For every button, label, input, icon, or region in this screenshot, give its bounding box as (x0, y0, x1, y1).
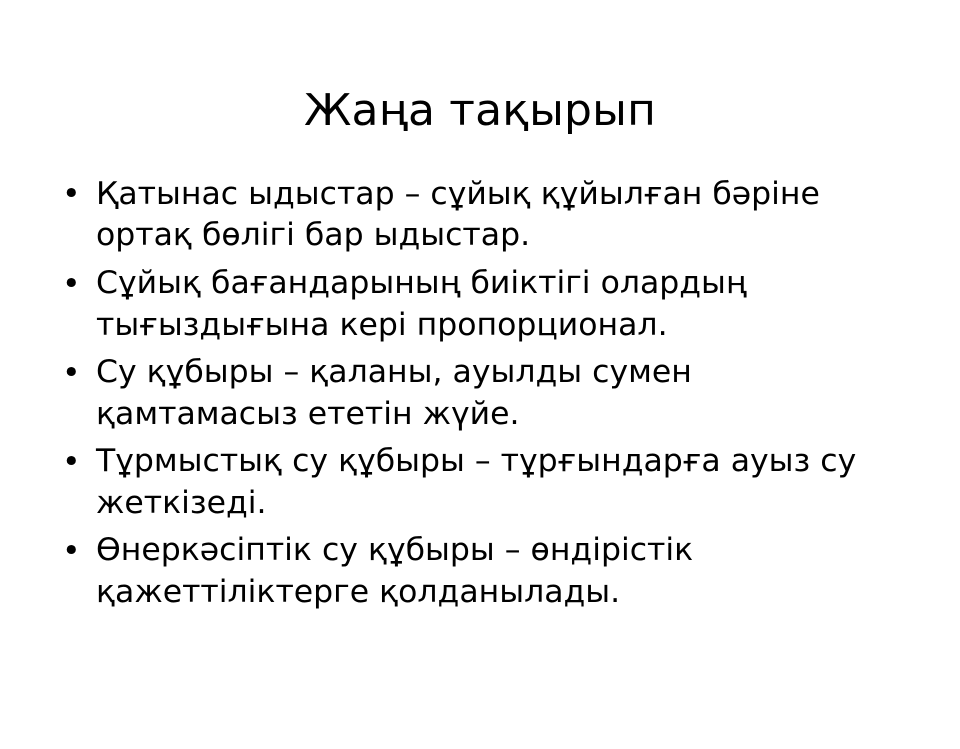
bullet-marker-icon: • (62, 176, 81, 213)
bullet-marker-icon: • (62, 354, 81, 391)
bullet-marker-icon: • (62, 533, 81, 570)
list-item-text: Сұйық бағандарының биіктігі олардың тығыздығына кері пропорционал. (96, 265, 747, 343)
list-item-text: Су құбыры – қаланы, ауылды сумен қамтамасыз ететін жүйе. (96, 354, 692, 432)
list-item (52, 174, 900, 257)
bullet-marker-icon: • (62, 265, 81, 302)
list-item (52, 441, 900, 524)
list-item (52, 263, 900, 346)
list-item-text: Тұрмыстық су құбыры – тұрғындарға ауыз су жеткізеді. (96, 443, 857, 521)
slide (0, 29, 960, 749)
page-title: Жаңа тақырып (303, 85, 657, 137)
list-item-text: Өнеркәсіптік су құбыры – өндірістік қажеттіліктерге қолданылады. (96, 532, 694, 611)
list-item (52, 352, 900, 435)
list-item (52, 530, 900, 613)
bullet-marker-icon: • (62, 443, 81, 480)
list-item-text: Қатынас ыдыстар – сұйық құйылған бәріне ортақ бөлігі бар ыдыстар. (96, 175, 820, 254)
bullet-list (0, 174, 960, 614)
